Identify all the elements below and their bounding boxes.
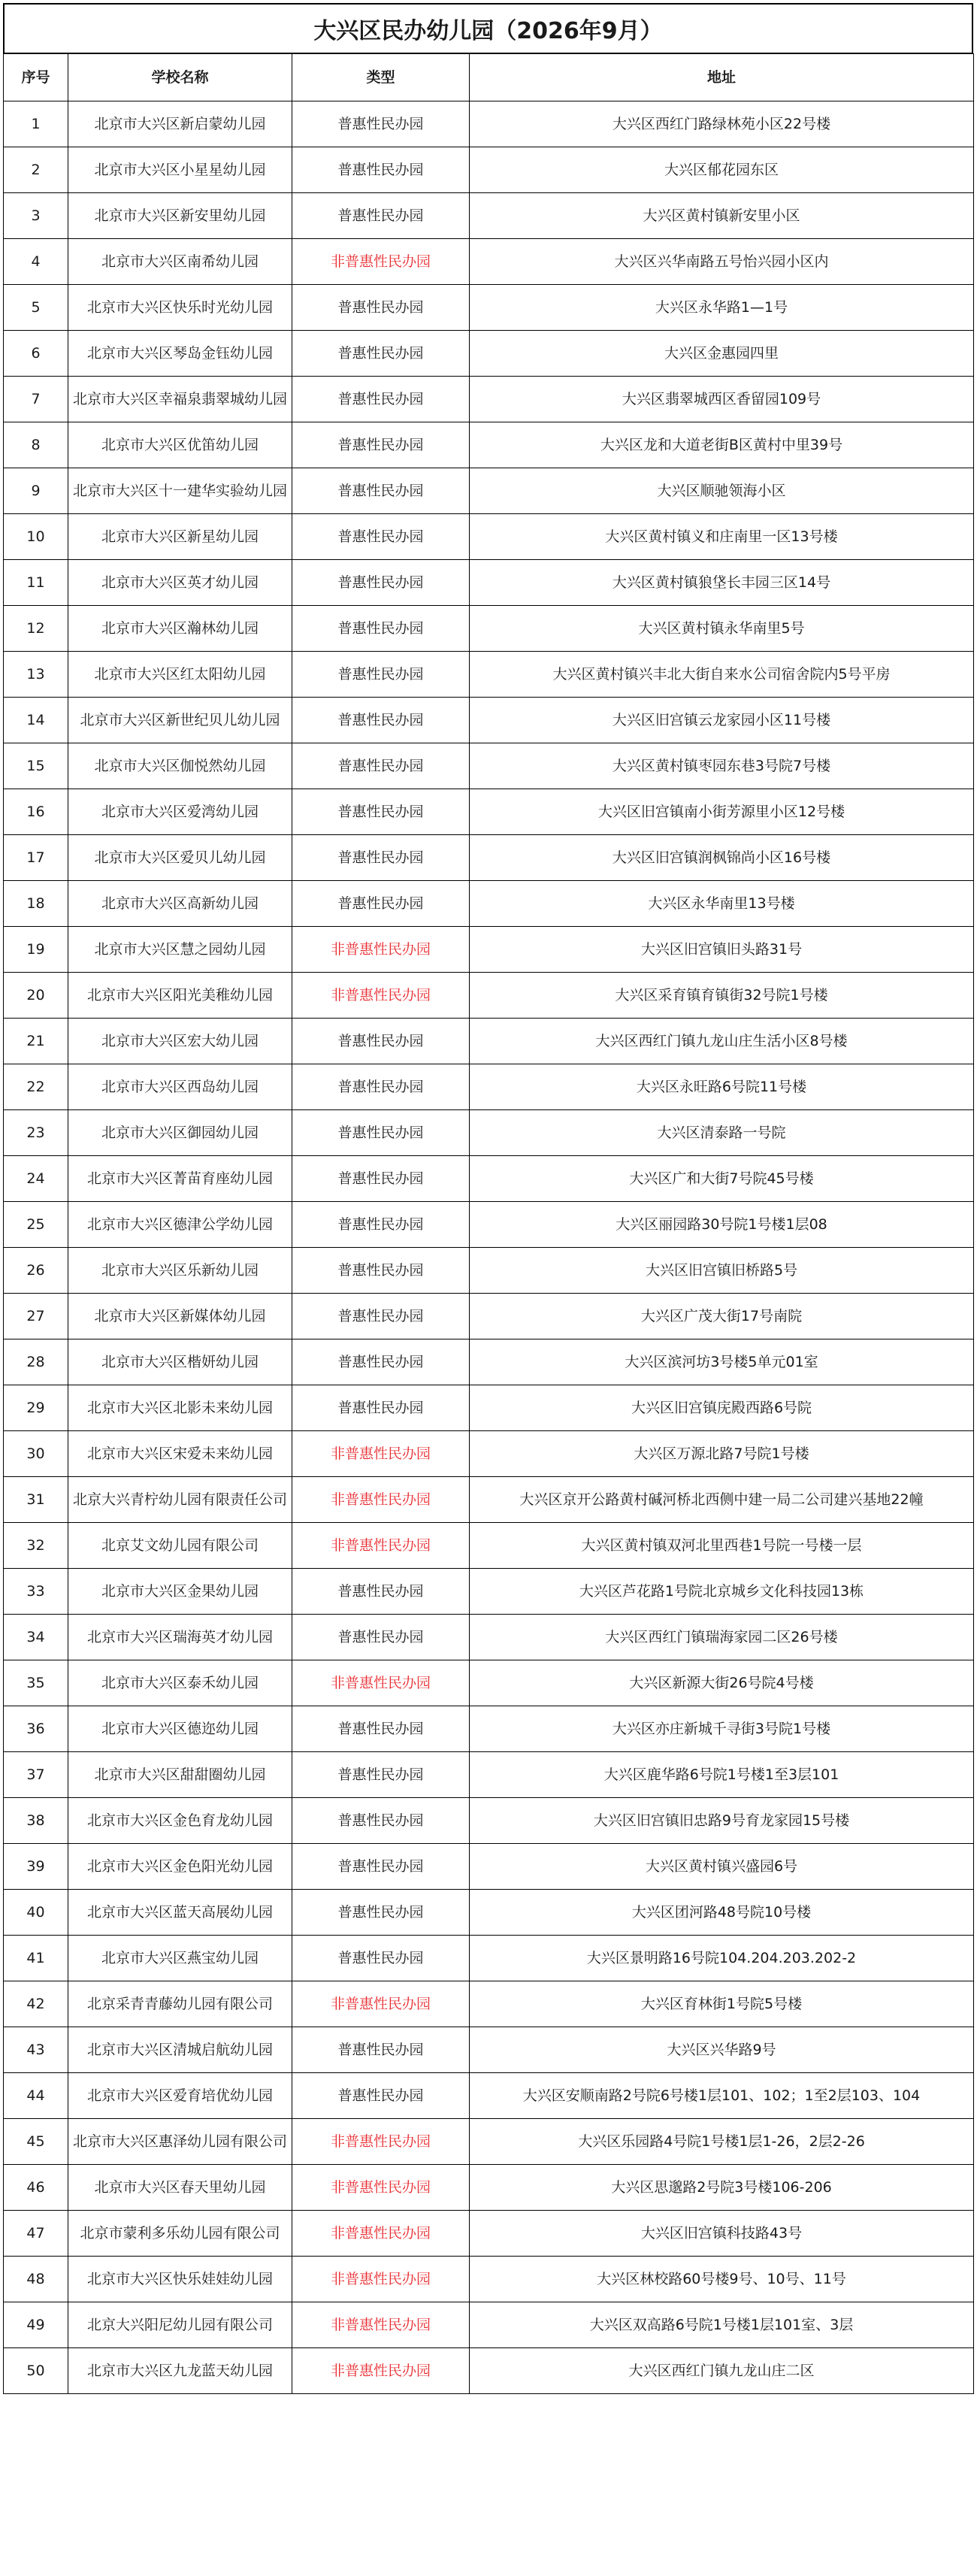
table-row	[4, 2257, 974, 2302]
cell-school-name: 北京市大兴区快乐娃娃幼儿园	[68, 2257, 292, 2302]
table-row	[4, 1202, 974, 1248]
table-row	[4, 1706, 974, 1752]
cell-address: 大兴区新源大街26号院4号楼	[470, 1660, 974, 1706]
table-row	[4, 789, 974, 835]
cell-type: 普惠性民办园	[292, 1385, 470, 1431]
cell-type: 普惠性民办园	[292, 1064, 470, 1110]
cell-type: 非普惠性民办园	[292, 1431, 470, 1477]
table-row	[4, 1248, 974, 1294]
table-row	[4, 1936, 974, 1981]
table-row	[4, 2348, 974, 2394]
cell-address: 大兴区西红门路绿林苑小区22号楼	[470, 101, 974, 147]
cell-school-name: 北京市大兴区爱贝儿幼儿园	[68, 835, 292, 881]
cell-type: 普惠性民办园	[292, 1569, 470, 1615]
table-row	[4, 239, 974, 285]
cell-type: 普惠性民办园	[292, 422, 470, 468]
table-row	[4, 606, 974, 652]
cell-school-name: 北京市大兴区蓝天高展幼儿园	[68, 1890, 292, 1936]
cell-no: 29	[4, 1385, 68, 1431]
cell-no: 13	[4, 652, 68, 698]
cell-no: 34	[4, 1615, 68, 1660]
cell-address: 大兴区兴华路9号	[470, 2027, 974, 2073]
cell-school-name: 北京艾文幼儿园有限公司	[68, 1523, 292, 1569]
cell-school-name: 北京市大兴区红太阳幼儿园	[68, 652, 292, 698]
table-row	[4, 377, 974, 422]
cell-type: 普惠性民办园	[292, 193, 470, 239]
table-row	[4, 1615, 974, 1660]
cell-address: 大兴区旧宫镇庑殿西路6号院	[470, 1385, 974, 1431]
cell-school-name: 北京市大兴区琴岛金钰幼儿园	[68, 331, 292, 377]
cell-no: 30	[4, 1431, 68, 1477]
cell-address: 大兴区采育镇育镇街32号院1号楼	[470, 973, 974, 1019]
cell-type: 普惠性民办园	[292, 1706, 470, 1752]
cell-no: 6	[4, 331, 68, 377]
cell-type: 普惠性民办园	[292, 1752, 470, 1798]
cell-no: 46	[4, 2165, 68, 2211]
table-body	[4, 101, 974, 2394]
cell-address: 大兴区景明路16号院104.204.203.202-2	[470, 1936, 974, 1981]
cell-type: 普惠性民办园	[292, 1890, 470, 1936]
cell-address: 大兴区黄村镇义和庄南里一区13号楼	[470, 514, 974, 560]
table-row	[4, 1752, 974, 1798]
table-row	[4, 2165, 974, 2211]
cell-type: 非普惠性民办园	[292, 239, 470, 285]
cell-no: 1	[4, 101, 68, 147]
cell-address: 大兴区黄村镇兴丰北大街自来水公司宿舍院内5号平房	[470, 652, 974, 698]
cell-no: 22	[4, 1064, 68, 1110]
table-row	[4, 422, 974, 468]
cell-no: 45	[4, 2119, 68, 2165]
table-header-row	[4, 54, 974, 101]
cell-type: 普惠性民办园	[292, 1248, 470, 1294]
table-row	[4, 2119, 974, 2165]
cell-address: 大兴区安顺南路2号院6号楼1层101、102；1至2层103、104	[470, 2073, 974, 2119]
cell-no: 11	[4, 560, 68, 606]
cell-address: 大兴区永旺路6号院11号楼	[470, 1064, 974, 1110]
table-row	[4, 331, 974, 377]
cell-school-name: 北京市大兴区乐新幼儿园	[68, 1248, 292, 1294]
cell-no: 14	[4, 698, 68, 743]
cell-no: 9	[4, 468, 68, 514]
cell-no: 17	[4, 835, 68, 881]
cell-school-name: 北京市大兴区楷妍幼儿园	[68, 1339, 292, 1385]
cell-no: 20	[4, 973, 68, 1019]
cell-no: 32	[4, 1523, 68, 1569]
cell-type: 普惠性民办园	[292, 1798, 470, 1844]
cell-type: 非普惠性民办园	[292, 2165, 470, 2211]
cell-address: 大兴区旧宫镇旧忠路9号育龙家园15号楼	[470, 1798, 974, 1844]
cell-address: 大兴区亦庄新城千寻街3号院1号楼	[470, 1706, 974, 1752]
cell-address: 大兴区乐园路4号院1号楼1层1-26，2层2-26	[470, 2119, 974, 2165]
cell-type: 普惠性民办园	[292, 560, 470, 606]
cell-type: 普惠性民办园	[292, 881, 470, 927]
cell-school-name: 北京市大兴区伽悦然幼儿园	[68, 743, 292, 789]
cell-type: 非普惠性民办园	[292, 1660, 470, 1706]
cell-type: 普惠性民办园	[292, 2073, 470, 2119]
cell-address: 大兴区黄村镇新安里小区	[470, 193, 974, 239]
cell-school-name: 北京市大兴区爱育培优幼儿园	[68, 2073, 292, 2119]
cell-school-name: 北京市大兴区快乐时光幼儿园	[68, 285, 292, 331]
cell-school-name: 北京市大兴区新安里幼儿园	[68, 193, 292, 239]
cell-address: 大兴区清泰路一号院	[470, 1110, 974, 1156]
header-address: 地址	[470, 54, 974, 101]
cell-no: 41	[4, 1936, 68, 1981]
table-row	[4, 835, 974, 881]
cell-type: 普惠性民办园	[292, 1936, 470, 1981]
cell-school-name: 北京市大兴区甜甜圈幼儿园	[68, 1752, 292, 1798]
cell-school-name: 北京市大兴区御园幼儿园	[68, 1110, 292, 1156]
cell-no: 4	[4, 239, 68, 285]
table-row	[4, 514, 974, 560]
cell-school-name: 北京市大兴区菁苗育座幼儿园	[68, 1156, 292, 1202]
table-row	[4, 1660, 974, 1706]
cell-address: 大兴区万源北路7号院1号楼	[470, 1431, 974, 1477]
cell-no: 35	[4, 1660, 68, 1706]
cell-address: 大兴区旧宫镇旧桥路5号	[470, 1248, 974, 1294]
kindergarten-table-sheet	[3, 3, 973, 2394]
cell-school-name: 北京市蒙利多乐幼儿园有限公司	[68, 2211, 292, 2257]
table-row	[4, 2073, 974, 2119]
header-no: 序号	[4, 54, 68, 101]
cell-type: 普惠性民办园	[292, 1110, 470, 1156]
cell-no: 3	[4, 193, 68, 239]
table-row	[4, 973, 974, 1019]
cell-school-name: 北京市大兴区九龙蓝天幼儿园	[68, 2348, 292, 2394]
cell-no: 18	[4, 881, 68, 927]
cell-school-name: 北京市大兴区宏大幼儿园	[68, 1019, 292, 1064]
cell-address: 大兴区京开公路黄村碱河桥北西侧中建一局二公司建兴基地22幢	[470, 1477, 974, 1523]
table-row	[4, 1569, 974, 1615]
cell-school-name: 北京市大兴区十一建华实验幼儿园	[68, 468, 292, 514]
cell-type: 非普惠性民办园	[292, 2348, 470, 2394]
cell-no: 24	[4, 1156, 68, 1202]
cell-school-name: 北京市大兴区泰禾幼儿园	[68, 1660, 292, 1706]
cell-type: 非普惠性民办园	[292, 2119, 470, 2165]
cell-type: 非普惠性民办园	[292, 2257, 470, 2302]
cell-address: 大兴区团河路48号院10号楼	[470, 1890, 974, 1936]
cell-type: 普惠性民办园	[292, 514, 470, 560]
cell-type: 非普惠性民办园	[292, 1523, 470, 1569]
cell-type: 普惠性民办园	[292, 101, 470, 147]
cell-address: 大兴区双高路6号院1号楼1层101室、3层	[470, 2302, 974, 2348]
cell-address: 大兴区滨河坊3号楼5单元01室	[470, 1339, 974, 1385]
cell-school-name: 北京市大兴区高新幼儿园	[68, 881, 292, 927]
cell-no: 39	[4, 1844, 68, 1890]
cell-no: 8	[4, 422, 68, 468]
cell-no: 25	[4, 1202, 68, 1248]
cell-address: 大兴区龙和大道老街B区黄村中里39号	[470, 422, 974, 468]
cell-school-name: 北京市大兴区瀚林幼儿园	[68, 606, 292, 652]
cell-address: 大兴区黄村镇枣园东巷3号院7号楼	[470, 743, 974, 789]
cell-school-name: 北京市大兴区金色阳光幼儿园	[68, 1844, 292, 1890]
cell-type: 非普惠性民办园	[292, 1981, 470, 2027]
cell-address: 大兴区思邈路2号院3号楼106-206	[470, 2165, 974, 2211]
cell-address: 大兴区芦花路1号院北京城乡文化科技园13栋	[470, 1569, 974, 1615]
table-row	[4, 2302, 974, 2348]
cell-address: 大兴区旧宫镇科技路43号	[470, 2211, 974, 2257]
cell-type: 普惠性民办园	[292, 1019, 470, 1064]
cell-type: 普惠性民办园	[292, 1202, 470, 1248]
cell-type: 非普惠性民办园	[292, 2302, 470, 2348]
table-row	[4, 1019, 974, 1064]
cell-type: 普惠性民办园	[292, 835, 470, 881]
cell-no: 47	[4, 2211, 68, 2257]
table-row	[4, 743, 974, 789]
cell-address: 大兴区西红门镇九龙山庄生活小区8号楼	[470, 1019, 974, 1064]
cell-school-name: 北京市大兴区新世纪贝儿幼儿园	[68, 698, 292, 743]
cell-school-name: 北京市大兴区清城启航幼儿园	[68, 2027, 292, 2073]
cell-address: 大兴区黄村镇狼垡长丰园三区14号	[470, 560, 974, 606]
table-row	[4, 698, 974, 743]
cell-type: 非普惠性民办园	[292, 927, 470, 973]
cell-school-name: 北京市大兴区宋爱未来幼儿园	[68, 1431, 292, 1477]
table-row	[4, 2027, 974, 2073]
cell-no: 49	[4, 2302, 68, 2348]
cell-address: 大兴区旧宫镇旧头路31号	[470, 927, 974, 973]
cell-no: 36	[4, 1706, 68, 1752]
cell-type: 非普惠性民办园	[292, 1477, 470, 1523]
table-row	[4, 560, 974, 606]
table-row	[4, 1156, 974, 1202]
table-row	[4, 1890, 974, 1936]
cell-address: 大兴区黄村镇永华南里5号	[470, 606, 974, 652]
cell-type: 普惠性民办园	[292, 1844, 470, 1890]
cell-address: 大兴区鹿华路6号院1号楼1至3层101	[470, 1752, 974, 1798]
page-title: 大兴区民办幼儿园（2026年9月）	[3, 3, 973, 53]
cell-no: 48	[4, 2257, 68, 2302]
cell-address: 大兴区丽园路30号院1号楼1层08	[470, 1202, 974, 1248]
table-row	[4, 927, 974, 973]
cell-no: 5	[4, 285, 68, 331]
cell-no: 16	[4, 789, 68, 835]
cell-type: 普惠性民办园	[292, 698, 470, 743]
cell-school-name: 北京市大兴区德迩幼儿园	[68, 1706, 292, 1752]
table-row	[4, 1339, 974, 1385]
cell-school-name: 北京市大兴区英才幼儿园	[68, 560, 292, 606]
cell-address: 大兴区兴华南路五号怡兴园小区内	[470, 239, 974, 285]
cell-no: 23	[4, 1110, 68, 1156]
cell-address: 大兴区旧宫镇润枫锦尚小区16号楼	[470, 835, 974, 881]
table-row	[4, 468, 974, 514]
table-row	[4, 1385, 974, 1431]
table-row	[4, 193, 974, 239]
cell-school-name: 北京大兴青柠幼儿园有限责任公司	[68, 1477, 292, 1523]
cell-school-name: 北京市大兴区燕宝幼儿园	[68, 1936, 292, 1981]
cell-no: 31	[4, 1477, 68, 1523]
header-name: 学校名称	[68, 54, 292, 101]
cell-school-name: 北京市大兴区新启蒙幼儿园	[68, 101, 292, 147]
cell-no: 43	[4, 2027, 68, 2073]
cell-school-name: 北京市大兴区西岛幼儿园	[68, 1064, 292, 1110]
table-row	[4, 101, 974, 147]
cell-no: 26	[4, 1248, 68, 1294]
cell-no: 42	[4, 1981, 68, 2027]
cell-no: 38	[4, 1798, 68, 1844]
cell-address: 大兴区金惠园四里	[470, 331, 974, 377]
table-row	[4, 285, 974, 331]
cell-address: 大兴区黄村镇兴盛园6号	[470, 1844, 974, 1890]
cell-type: 普惠性民办园	[292, 331, 470, 377]
cell-address: 大兴区林校路60号楼9号、10号、11号	[470, 2257, 974, 2302]
cell-type: 普惠性民办园	[292, 1615, 470, 1660]
cell-type: 普惠性民办园	[292, 743, 470, 789]
cell-school-name: 北京市大兴区新星幼儿园	[68, 514, 292, 560]
table-row	[4, 1844, 974, 1890]
cell-no: 2	[4, 147, 68, 193]
cell-address: 大兴区旧宫镇云龙家园小区11号楼	[470, 698, 974, 743]
cell-school-name: 北京市大兴区德津公学幼儿园	[68, 1202, 292, 1248]
cell-school-name: 北京市大兴区惠泽幼儿园有限公司	[68, 2119, 292, 2165]
cell-address: 大兴区郁花园东区	[470, 147, 974, 193]
cell-address: 大兴区顺驰领海小区	[470, 468, 974, 514]
cell-no: 28	[4, 1339, 68, 1385]
cell-type: 普惠性民办园	[292, 2027, 470, 2073]
table-row	[4, 1431, 974, 1477]
cell-type: 普惠性民办园	[292, 1156, 470, 1202]
cell-type: 普惠性民办园	[292, 606, 470, 652]
cell-address: 大兴区广和大街7号院45号楼	[470, 1156, 974, 1202]
table-row	[4, 1523, 974, 1569]
table-row	[4, 1798, 974, 1844]
cell-address: 大兴区旧宫镇南小街芳源里小区12号楼	[470, 789, 974, 835]
cell-type: 普惠性民办园	[292, 1339, 470, 1385]
cell-no: 21	[4, 1019, 68, 1064]
cell-school-name: 北京市大兴区金色育龙幼儿园	[68, 1798, 292, 1844]
cell-address: 大兴区育林街1号院5号楼	[470, 1981, 974, 2027]
table-row	[4, 1064, 974, 1110]
cell-school-name: 北京市大兴区金果幼儿园	[68, 1569, 292, 1615]
cell-type: 普惠性民办园	[292, 789, 470, 835]
cell-school-name: 北京采青青藤幼儿园有限公司	[68, 1981, 292, 2027]
cell-type: 普惠性民办园	[292, 377, 470, 422]
cell-address: 大兴区西红门镇九龙山庄二区	[470, 2348, 974, 2394]
cell-no: 50	[4, 2348, 68, 2394]
cell-type: 普惠性民办园	[292, 1294, 470, 1339]
table-row	[4, 1981, 974, 2027]
cell-no: 40	[4, 1890, 68, 1936]
cell-school-name: 北京市大兴区春天里幼儿园	[68, 2165, 292, 2211]
header-type: 类型	[292, 54, 470, 101]
cell-type: 普惠性民办园	[292, 468, 470, 514]
cell-school-name: 北京市大兴区小星星幼儿园	[68, 147, 292, 193]
cell-school-name: 北京市大兴区新媒体幼儿园	[68, 1294, 292, 1339]
table-row	[4, 1294, 974, 1339]
cell-type: 非普惠性民办园	[292, 2211, 470, 2257]
cell-address: 大兴区黄村镇双河北里西巷1号院一号楼一层	[470, 1523, 974, 1569]
cell-no: 27	[4, 1294, 68, 1339]
cell-type: 普惠性民办园	[292, 147, 470, 193]
cell-no: 44	[4, 2073, 68, 2119]
cell-type: 非普惠性民办园	[292, 973, 470, 1019]
table-row	[4, 147, 974, 193]
cell-address: 大兴区永华路1—1号	[470, 285, 974, 331]
cell-no: 7	[4, 377, 68, 422]
cell-address: 大兴区西红门镇瑞海家园二区26号楼	[470, 1615, 974, 1660]
cell-no: 33	[4, 1569, 68, 1615]
cell-address: 大兴区广茂大街17号南院	[470, 1294, 974, 1339]
cell-school-name: 北京市大兴区优笛幼儿园	[68, 422, 292, 468]
table-row	[4, 1110, 974, 1156]
cell-no: 37	[4, 1752, 68, 1798]
cell-school-name: 北京大兴阳尼幼儿园有限公司	[68, 2302, 292, 2348]
cell-school-name: 北京市大兴区阳光美稚幼儿园	[68, 973, 292, 1019]
kindergarten-table	[3, 53, 974, 2394]
cell-no: 10	[4, 514, 68, 560]
cell-type: 普惠性民办园	[292, 285, 470, 331]
table-row	[4, 881, 974, 927]
table-row	[4, 2211, 974, 2257]
cell-no: 15	[4, 743, 68, 789]
cell-no: 12	[4, 606, 68, 652]
table-row	[4, 652, 974, 698]
table-row	[4, 1477, 974, 1523]
cell-type: 普惠性民办园	[292, 652, 470, 698]
cell-school-name: 北京市大兴区南希幼儿园	[68, 239, 292, 285]
cell-address: 大兴区永华南里13号楼	[470, 881, 974, 927]
cell-address: 大兴区翡翠城西区香留园109号	[470, 377, 974, 422]
cell-no: 19	[4, 927, 68, 973]
cell-school-name: 北京市大兴区幸福泉翡翠城幼儿园	[68, 377, 292, 422]
cell-school-name: 北京市大兴区北影未来幼儿园	[68, 1385, 292, 1431]
cell-school-name: 北京市大兴区瑞海英才幼儿园	[68, 1615, 292, 1660]
cell-school-name: 北京市大兴区慧之园幼儿园	[68, 927, 292, 973]
cell-school-name: 北京市大兴区爱湾幼儿园	[68, 789, 292, 835]
